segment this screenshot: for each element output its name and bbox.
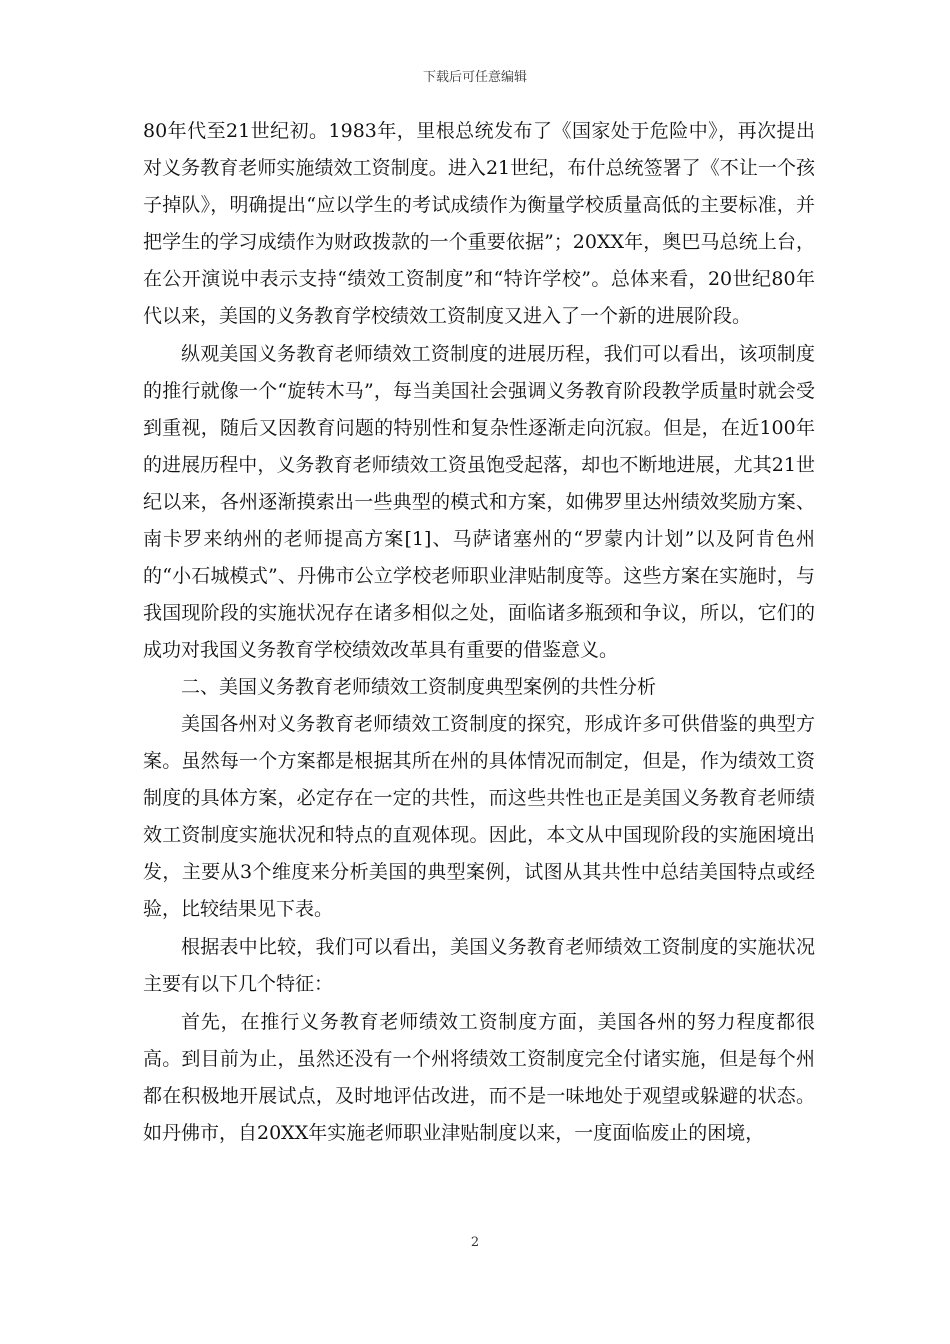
page-header: 下载后可任意编辑 (422, 70, 527, 85)
section-heading: 二、美国义务教育老师绩效工资制度典型案例的共性分析 (181, 676, 657, 698)
page-number: 2 (470, 1235, 480, 1250)
paragraph-3: 美国各州对义务教育老师绩效工资制度的探究，形成许多可供借鉴的典型方案。虽然每一个方案都是根据其所在州的具体情况而制定，但是，作为绩效工资制度的具体方案，必定存在一定的共性，而这些共性也正是美国义务教育老师绩效工资制度实施状况和特点的直观体现。因此，本文从中国现阶段的实施困境出发，主要从3个维度来分析美国的典型案例，试图从其共性中总结美国特点或经验，比较结果见下表。 (143, 713, 815, 920)
paragraph-4: 根据表中比较，我们可以看出，美国义务教育老师绩效工资制度的实施状况主要有以下几个特征： (143, 936, 815, 995)
paragraph-2: 纵观美国义务教育老师绩效工资制度的进展历程，我们可以看出，该项制度的推行就像一个“旋转木马”，每当美国社会强调义务教育阶段教学质量时就会受到重视，随后又因教育问题的特别性和复杂性逐渐走向沉寂。但是，在近100年的进展历程中，义务教育老师绩效工资虽饱受起落，却也不断地进展，尤其21世纪以来，各州逐渐摸索出一些典型的模式和方案，如佛罗里达州绩效奖励方案、南卡罗来纳州的老师提高方案[1]、马萨诸塞州的“罗蒙内计划”以及阿肯色州的“小石城模式”、丹佛市公立学校老师职业津贴制度等。这些方案在实施时，与我国现阶段的实施状况存在诸多相似之处，面临诸多瓶颈和争议，所以，它们的成功对我国义务教育学校绩效改革具有重要的借鉴意义。 (143, 343, 815, 661)
paragraph-1: 80年代至21世纪初。1983年，里根总统发布了《国家处于危险中》，再次提出对义务教育老师实施绩效工资制度。进入21世纪，布什总统签署了《不让一个孩子掉队》，明确提出“应以学生的考试成绩作为衡量学校质量高低的主要标准，并把学生的学习成绩作为财政拨款的一个重要依据”；20XX年，奥巴马总统上台，在公开演说中表示支持“绩效工资制度”和“特许学校”。总体来看，20世纪80年代以来，美国的义务教育学校绩效工资制度又进入了一个新的进展阶段。 (143, 120, 815, 327)
document-body (143, 113, 815, 1152)
paragraph-5: 首先，在推行义务教育老师绩效工资制度方面，美国各州的努力程度都很高。到目前为止，虽然还没有一个州将绩效工资制度完全付诸实施，但是每个州都在积极地开展试点，及时地评估改进，而不是一味地处于观望或躲避的状态。如丹佛市，自20XX年实施老师职业津贴制度以来，一度面临废止的困境， (143, 1011, 815, 1144)
